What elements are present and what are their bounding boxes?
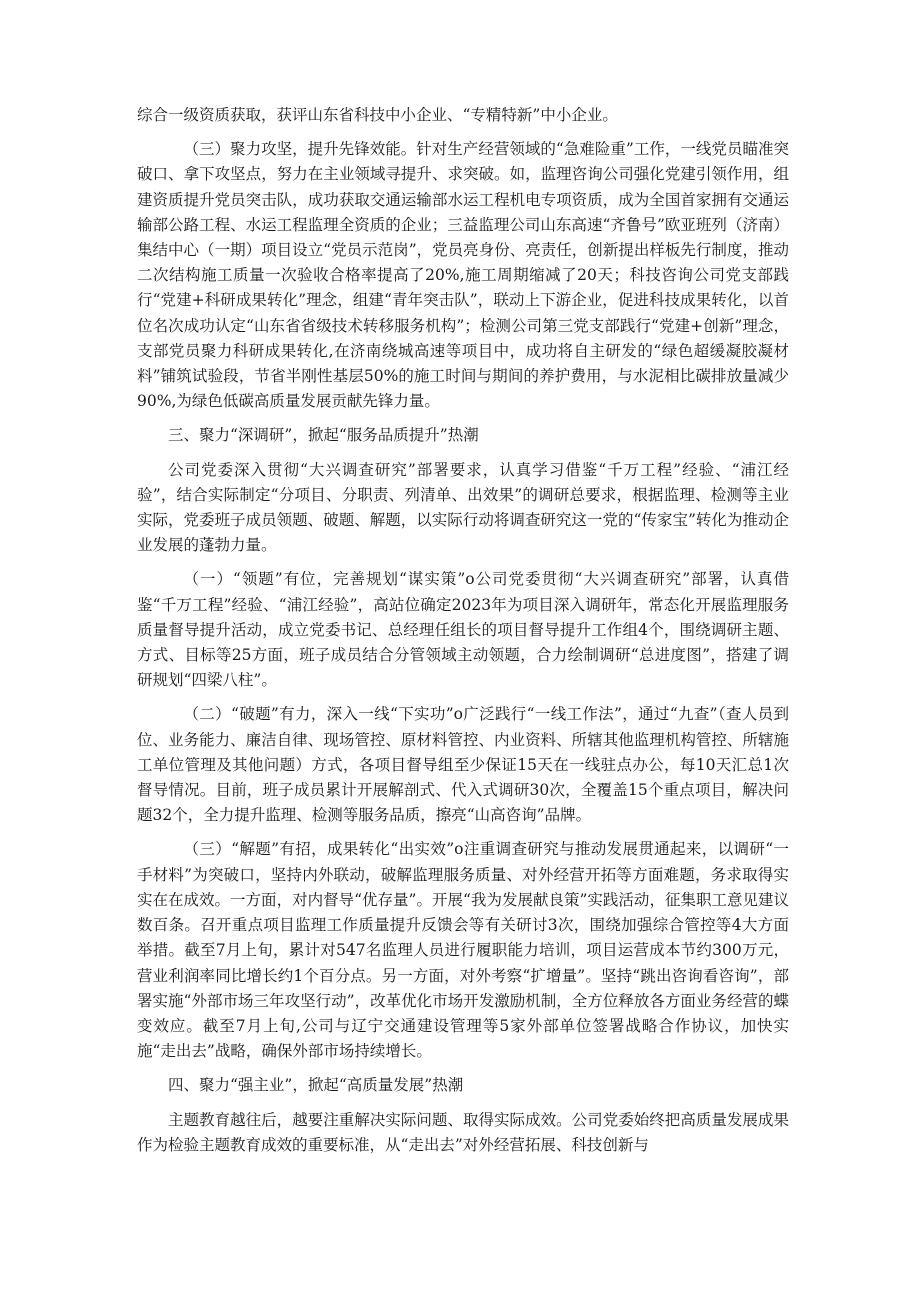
- paragraph-section-3: （三）聚力攻坚，提升先锋效能。针对生产经营领域的“急难险重”工作，一线党员瞄准突破口、拿下攻坚点，努力在主业领域寻提升、求突破。如，监理咨询公司强化党建引领作用，组建资质提升党员突击队，成功获取交通运输部水运工程机电专项资质，成为全国首家拥有交通运输部公路工程、水运工程监理全资质的企业；三益监理公司山东高速“齐鲁号”欧亚班列（济南）集结中心（一期）项目设立“党员示范岗”，党员亮身份、亮责任，创新提出样板先行制度，推动二次结构施工质量一次验收合格率提高了20%,施工周期缩减了20天；科技咨询公司党支部践行“党建+科研成果转化”理念，组建“青年突击队”，联动上下游企业，促进科技成果转化，以首位名次成功认定“山东省省级技术转移服务机构”；检测公司第三党支部践行“党建+创新”理念，支部党员聚力科研成果转化,在济南绕城高速等项目中，成功将自主研发的“绿色超缓凝胶凝材料”铺筑试验段，节省半刚性基层50%的施工时间与期间的养护费用，与水泥相比碳排放量减少90%,为绿色低碳高质量发展贡献先锋力量。: [137, 140, 789, 411]
- section-heading-4: 四、聚力“强主业”，掀起“高质量发展”热潮: [168, 1076, 464, 1095]
- paragraph-subsection-3: （三）“解题”有招，成果转化“出实效”o注重调查研究与推动发展贯通起来，以调研“一手材料”为突破口，坚持内外联动，破解监理服务质量、对外经营开拓等方面难题，务求取得实实在在成效。一方面，对内督导“优存量”。开展“我为发展献良策”实践活动，征集职工意见建议数百条。召开重点项目监理工作质量提升反馈会等有关研讨3次，围绕加强综合管控等4大方面举措。截至7月上旬，累计对547名监理人员进行履职能力培训，项目运营成本节约300万元，营业利润率同比增长约1个百分点。另一方面，对外考察“扩增量”。坚持“跳出咨询看咨询”，部署实施“外部市场三年攻坚行动”，改革优化市场开发激励机制，全方位释放各方面业务经营的蝶变效应。截至7月上旬,公司与辽宁交通建设管理等5家外部单位签署战略合作协议，加快实施“走出去”战略，确保外部市场持续增长。: [137, 840, 789, 1061]
- paragraph-intro-4: 主题教育越往后，越要注重解决实际问题、取得实际成效。公司党委始终把高质量发展成果作为检验主题教育成效的重要标准，从“走出去”对外经营拓展、科技创新与: [137, 1110, 789, 1154]
- section-heading-3: 三、聚力“深调研”，掀起“服务品质提升”热潮: [168, 426, 479, 445]
- paragraph-intro-3: 公司党委深入贯彻“大兴调查研究”部署要求，认真学习借鉴“千万工程”经验、“浦江经验”，结合实际制定“分项目、分职责、列清单、出效果”的调研总要求，根据监理、检测等主业实际，党委班子成员领题、破题、解题，以实际行动将调查研究这一党的“传家宝”转化为推动企业发展的蓬勃力量。: [137, 460, 789, 555]
- paragraph-continuation: 综合一级资质获取，获评山东省科技中小企业、“专精特新”中小企业。: [137, 106, 618, 124]
- paragraph-subsection-1: （一）“领题”有位，完善规划“谋实策”o公司党委贯彻“大兴调查研究”部署，认真借鉴“千万工程”经验、“浦江经验”，高站位确定2023年为项目深入调研年，常态化开展监理服务质量督导提升活动，成立党委书记、总经理任组长的项目督导提升工作组4个，围绕调研主题、方式、目标等25方面，班子成员结合分管领域主动领题，合力绘制调研“总进度图”，搭建了调研规划“四梁八柱”。: [137, 570, 789, 690]
- paragraph-subsection-2: （二）“破题”有力，深入一线“下实功”o广泛践行“一线工作法”，通过“九查”（查人员到位、业务能力、廉洁自律、现场管控、原材料管控、内业资料、所辖其他监理机构管控、所辖施工单位管理及其他问题）方式，各项目督导组至少保证15天在一线驻点办公，每10天汇总1次督导情况。目前，班子成员累计开展解剖式、代入式调研30次，全覆盖15个重点项目，解决问题32个，全力提升监理、检测等服务品质，擦亮“山高咨询”品牌。: [137, 705, 789, 825]
- document-page: [137, 103, 789, 1167]
